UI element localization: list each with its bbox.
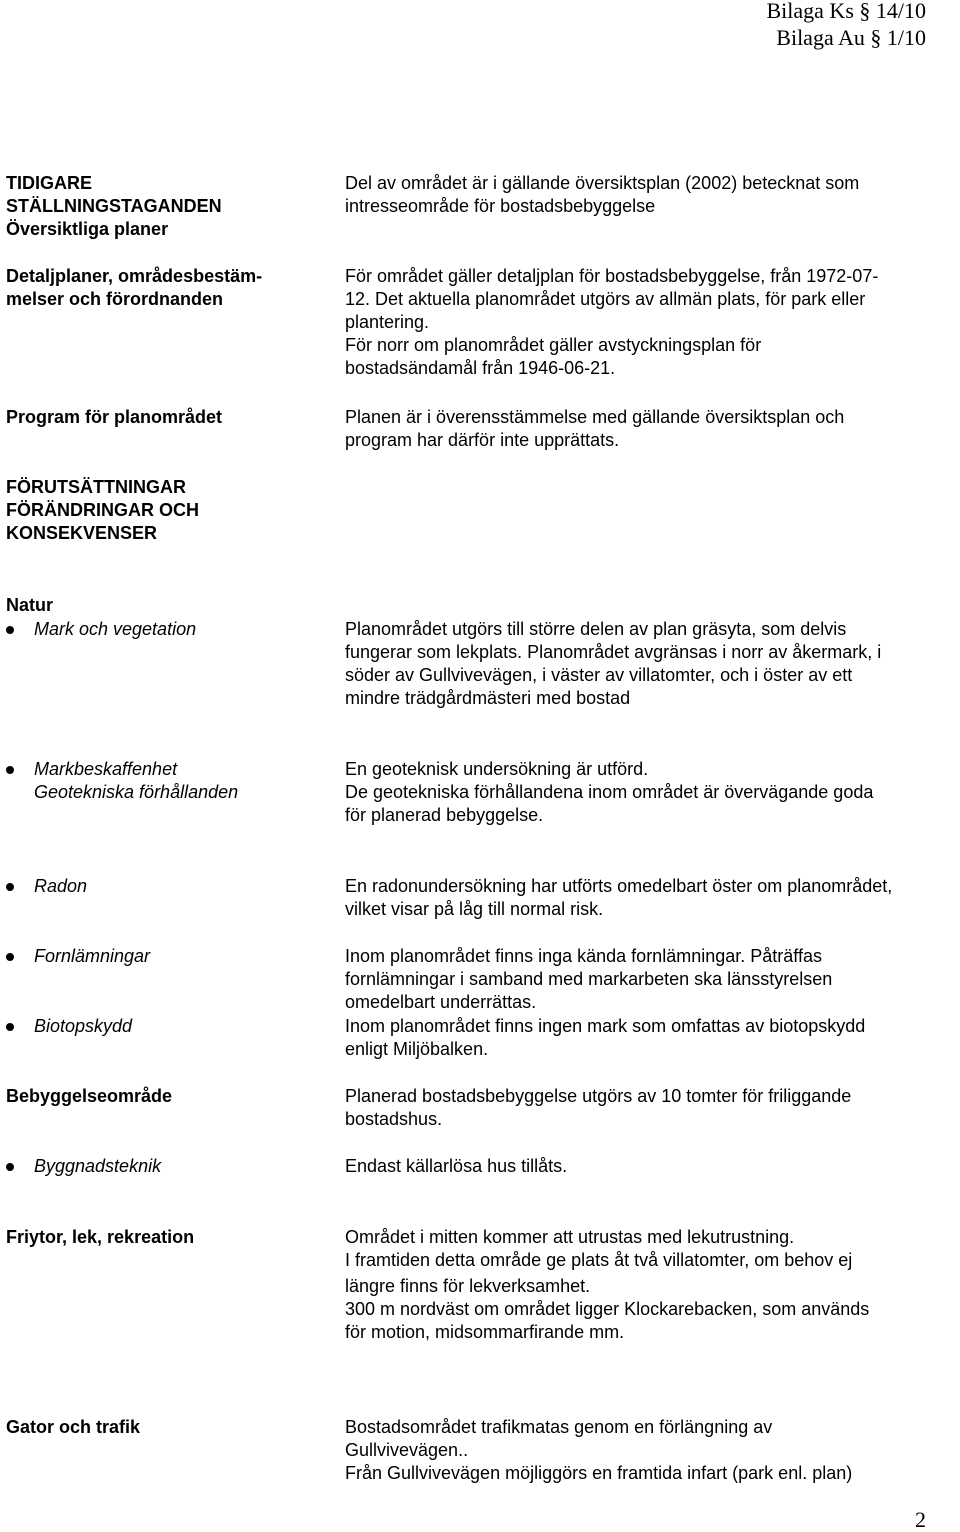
text-line: intresseområde för bostadsbebyggelse — [345, 196, 656, 216]
gator-heading: Gator och trafik — [6, 1417, 141, 1437]
tidigare-text — [345, 172, 960, 218]
biotopskydd-text — [345, 1015, 960, 1061]
tidigare-heading — [6, 172, 222, 241]
text-line: omedelbart underrättas. — [345, 992, 537, 1012]
text-line: Från Gullvivevägen möjliggörs en framtida infart (park enl. plan) — [345, 1463, 853, 1483]
item-label: Markbeskaffenhet — [34, 759, 178, 779]
item-label: Geotekniska förhållanden — [34, 782, 239, 802]
bullet-icon — [6, 883, 14, 891]
program-heading: Program för planområdet — [6, 407, 223, 427]
program-text — [345, 406, 960, 452]
heading-line: Översiktliga planer — [6, 219, 169, 239]
text-line: bostadshus. — [345, 1109, 443, 1129]
bullet-icon — [6, 1023, 14, 1031]
heading-line: FÖRÄNDRINGAR OCH — [6, 500, 199, 520]
text-line: längre finns för lekverksamhet. — [345, 1276, 591, 1296]
item-label: Radon — [34, 876, 88, 896]
heading-line: TIDIGARE — [6, 173, 93, 193]
text-line: Endast källarlösa hus tillåts. — [345, 1156, 568, 1176]
text-line: I framtiden detta område ge plats åt två villatomter, om behov ej — [345, 1250, 853, 1270]
text-line: De geotekniska förhållandena inom området är övervägande goda — [345, 782, 874, 802]
item-label: Mark och vegetation — [34, 619, 197, 639]
text-line: Planen är i överensstämmelse med gällande översiktsplan och — [345, 407, 845, 427]
text-line: Del av området är i gällande översiktsplan (2002) betecknat som — [345, 173, 860, 193]
text-line: Planerad bostadsbebyggelse utgörs av 10 tomter för friliggande — [345, 1086, 852, 1106]
appendix-au-label: Bilaga Au § 1/10 — [776, 25, 926, 50]
bullet-icon — [6, 1163, 14, 1171]
text-line: enligt Miljöbalken. — [345, 1039, 489, 1059]
bullet-icon — [6, 766, 14, 774]
text-line: För norr om planområdet gäller avstyckningsplan för — [345, 335, 762, 355]
page-number: 2 — [915, 1507, 926, 1532]
byggnadsteknik-text — [345, 1155, 960, 1178]
mark-text — [345, 758, 960, 827]
radon-text — [345, 875, 960, 921]
bebyggelse-heading: Bebyggelseområde — [6, 1086, 173, 1106]
text-line: vilket visar på låg till normal risk. — [345, 899, 604, 919]
bullet-icon — [6, 626, 14, 634]
text-line: En radonundersökning har utförts omedelbart öster om planområdet, — [345, 876, 893, 896]
text-line: Inom planområdet finns inga kända fornlämningar. Påträffas — [345, 946, 822, 966]
friytor-heading: Friytor, lek, rekreation — [6, 1227, 195, 1247]
item-label: Fornlämningar — [34, 946, 151, 966]
text-line: söder av Gullvivevägen, i väster av villatomter, och i öster av ett — [345, 665, 853, 685]
text-line: plantering. — [345, 312, 430, 332]
heading-line: FÖRUTSÄTTNINGAR — [6, 477, 186, 497]
text-line: Området i mitten kommer att utrustas med lekutrustning. — [345, 1227, 795, 1247]
friytor-text — [345, 1226, 960, 1344]
item-label: Biotopskydd — [34, 1016, 133, 1036]
forutsattningar-heading — [6, 476, 199, 545]
text-line: för motion, midsommarfirande mm. — [345, 1322, 625, 1342]
heading-line: Detaljplaner, områdesbestäm- — [6, 266, 263, 286]
text-line: Bostadsområdet trafikmatas genom en förlängning av — [345, 1417, 773, 1437]
bebyggelse-text — [345, 1085, 960, 1131]
text-line: För området gäller detaljplan för bostadsbebyggelse, från 1972-07- — [345, 266, 879, 286]
appendix-ks-label: Bilaga Ks § 14/10 — [766, 0, 926, 23]
fornlamningar-text — [345, 945, 960, 1014]
text-line: för planerad bebyggelse. — [345, 805, 544, 825]
text-line: En geoteknisk undersökning är utförd. — [345, 759, 649, 779]
text-line: fungerar som lekplats. Planområdet avgränsas i norr av åkermark, i — [345, 642, 882, 662]
text-line: bostadsändamål från 1946-06-21. — [345, 358, 616, 378]
natur-heading: Natur — [6, 595, 54, 615]
item-label: Byggnadsteknik — [34, 1156, 162, 1176]
text-line: Inom planområdet finns ingen mark som omfattas av biotopskydd — [345, 1016, 866, 1036]
detaljplaner-heading — [6, 265, 262, 311]
text-line: 300 m nordväst om området ligger Klockarebacken, som används — [345, 1299, 870, 1319]
text-line: Planområdet utgörs till större delen av plan gräsyta, som delvis — [345, 619, 847, 639]
heading-line: STÄLLNINGSTAGANDEN — [6, 196, 222, 216]
text-line: Gullvivevägen.. — [345, 1440, 469, 1460]
text-line: 12. Det aktuella planområdet utgörs av allmän plats, för park eller — [345, 289, 866, 309]
text-line: mindre trädgårdmästeri med bostad — [345, 688, 631, 708]
heading-line: melser och förordnanden — [6, 289, 224, 309]
heading-line: KONSEKVENSER — [6, 523, 158, 543]
text-line: fornlämningar i samband med markarbeten ska länsstyrelsen — [345, 969, 833, 989]
text-line: program har därför inte upprättats. — [345, 430, 620, 450]
natur-text — [345, 618, 960, 710]
detaljplaner-text — [345, 265, 960, 380]
bullet-icon — [6, 953, 14, 961]
gator-text — [345, 1416, 960, 1485]
